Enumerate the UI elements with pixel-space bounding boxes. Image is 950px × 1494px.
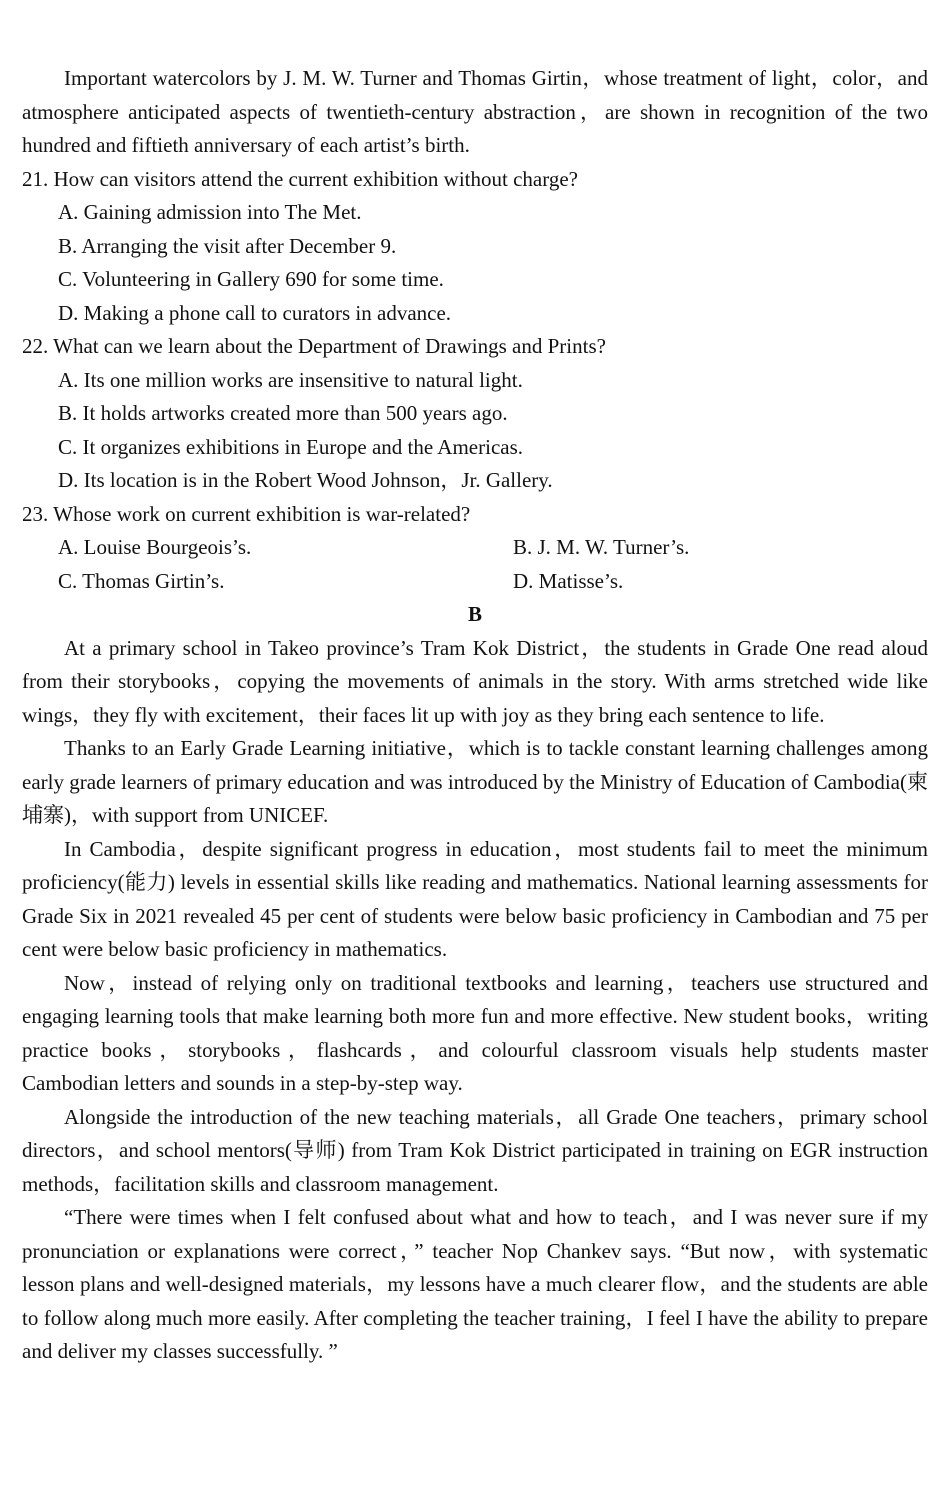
passage-b-paragraph-1: At a primary school in Takeo province’s Tram Kok District，the students in Grade One read aloud from their storybooks，copying the movements of animals in the story. With arms stretched wide like wings，they fly with excitement，their faces lit up with joy as they bring each sentence to life.	[22, 635, 928, 727]
question-23-option-c: C. Thomas Girtin’s.	[58, 568, 225, 593]
question-23-number: 23.	[22, 501, 49, 526]
passage-b-paragraph-5: Alongside the introduction of the new teaching materials，all Grade One teachers，primary school directors，and school mentors(导师) from Tram Kok District participated in training on EGR instruction methods，facilitation skills and classroom management.	[22, 1104, 928, 1196]
passage-b-paragraph-4: Now，instead of relying only on traditional textbooks and learning，teachers use structured and engaging learning tools that make learning both more fun and more effective. New student books，writing practice books，storybooks，flashcards，and colourful classroom visuals help students master Cambodian letters and sounds in a step-by-step way.	[22, 970, 928, 1095]
question-23-option-a: A. Louise Bourgeois’s.	[58, 535, 252, 559]
question-21	[22, 163, 928, 197]
question-22-option-a: A. Its one million works are insensitive to natural light.	[58, 367, 523, 392]
question-block-23	[22, 498, 928, 599]
passage-a-closing-paragraph: Important watercolors by J. M. W. Turner and Thomas Girtin，whose treatment of light，color，and atmosphere anticipated aspects of twentieth-century abstraction，are shown in recognition of the two hundred and fiftieth anniversary of each artist’s birth.	[22, 66, 928, 157]
section-b-heading: B	[467, 602, 482, 626]
question-22	[22, 330, 928, 364]
passage-b-paragraph-6: “There were times when I felt confused about what and how to teach，and I was never sure if my pronunciation or explanations were correct，” teacher Nop Chankev says. “But now，with systematic lesson plans and well-designed materials，my lessons have a much clearer flow，and the students are able to follow along much more easily. After completing the teacher training，I feel I have the ability to prepare and deliver my classes successfully. ”	[22, 1205, 928, 1363]
passage-b-paragraph-3: In Cambodia，despite significant progress in education，most students fail to meet the minimum proficiency(能力) levels in essential skills like reading and mathematics. National learning assessments for Grade Six in 2021 revealed 45 per cent of students were below basic proficiency in Cambodian and 75 per cent were below basic proficiency in mathematics.	[22, 836, 928, 961]
question-21-option-a: A. Gaining admission into The Met.	[58, 200, 362, 224]
question-22-option-c: C. It organizes exhibitions in Europe and the Americas.	[58, 434, 524, 459]
question-21-option-c: C. Volunteering in Gallery 690 for some time.	[58, 267, 444, 291]
question-23-option-d: D. Matisse’s.	[513, 568, 624, 593]
question-22-option-b: B. It holds artworks created more than 500 years ago.	[58, 401, 508, 425]
question-23	[22, 498, 928, 532]
question-22-stem: What can we learn about the Department of Drawings and Prints?	[53, 334, 606, 358]
passage-b	[22, 632, 928, 1369]
question-block-21	[22, 163, 928, 331]
question-21-stem: How can visitors attend the current exhibition without charge?	[53, 166, 578, 191]
question-23-stem: Whose work on current exhibition is war-related?	[53, 501, 471, 526]
question-21-number: 21.	[22, 166, 49, 191]
question-21-option-b: B. Arranging the visit after December 9.	[58, 233, 397, 258]
question-23-options	[22, 531, 928, 598]
question-23-option-b: B. J. M. W. Turner’s.	[513, 535, 690, 559]
question-block-22	[22, 330, 928, 498]
question-22-option-d: D. Its location is in the Robert Wood Johnson，Jr. Gallery.	[58, 468, 553, 492]
question-21-option-d: D. Making a phone call to curators in advance.	[58, 300, 452, 325]
passage-b-paragraph-2: Thanks to an Early Grade Learning initiative，which is to tackle constant learning challenges among early grade learners of primary education and was introduced by the Ministry of Education of Cambodia(柬埔寨)，with support from UNICEF.	[22, 736, 928, 827]
question-22-number: 22.	[22, 334, 49, 358]
